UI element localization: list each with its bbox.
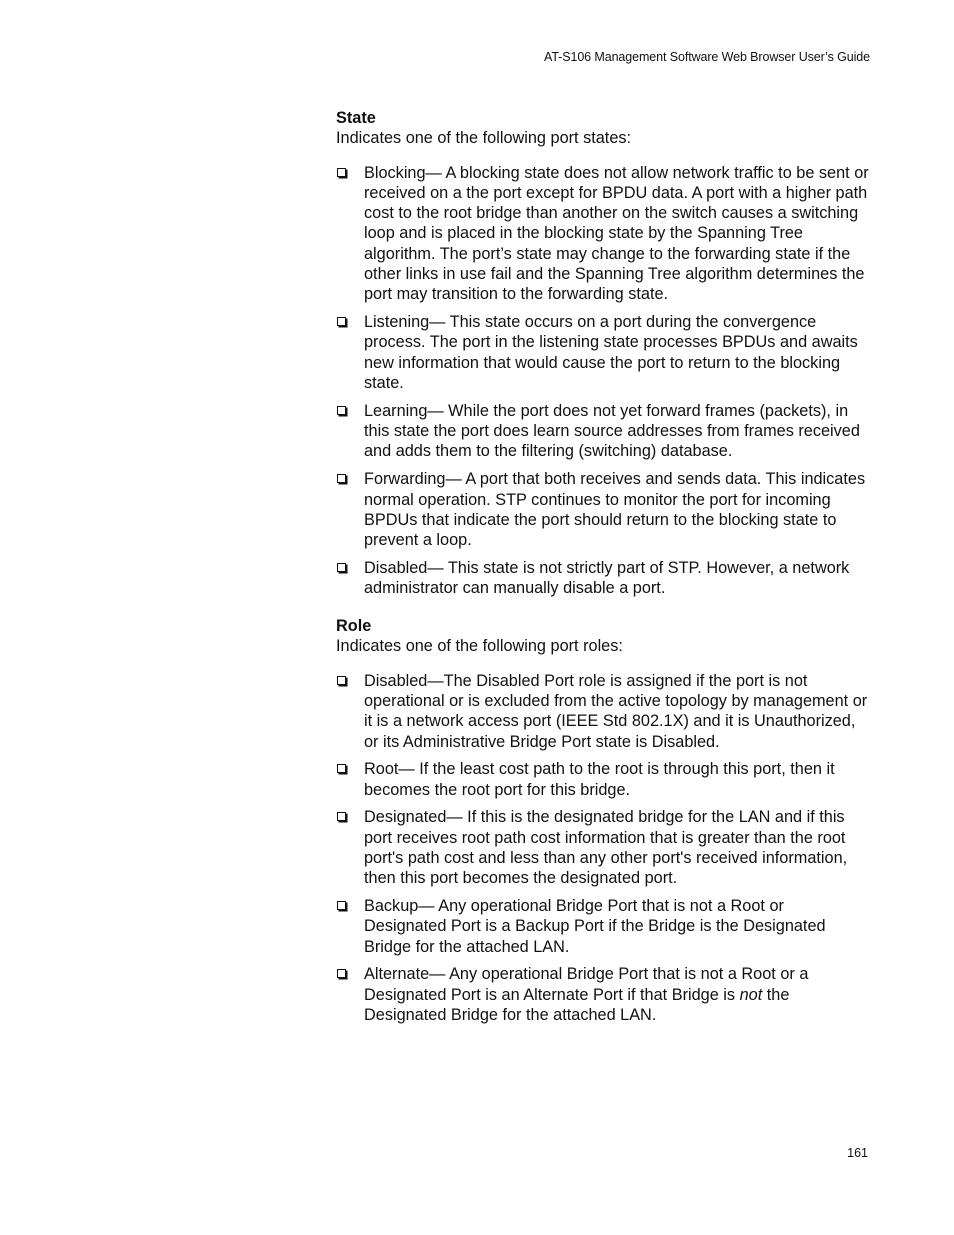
list-item-text: Disabled—The Disabled Port role is assigned if the port is not operational or is excluded from the active topology by management or it is a network access port (IEEE Std 802.1X) and it is Unauthorized, or its Administrative Bridge Port state is Disabled. xyxy=(364,671,868,751)
checkbox-bullet-icon xyxy=(337,676,346,685)
state-heading: State xyxy=(336,109,376,127)
list-item-text: Blocking— A blocking state does not allow network traffic to be sent or received on a the port except for BPDU data. A port with a higher path cost to the root bridge than another on the switch causes a switching loop and is placed in the blocking state by the Spanning Tree algorithm. The port’s state may change to the forwarding state if the other links in use fail and the Spanning Tree algorithm determines the port may transition to the forwarding state. xyxy=(364,163,869,304)
list-item-text: Designated— If this is the designated bridge for the LAN and if this port receives root path cost information that is greater than the root port's path cost and less than any other port's received information, then this port becomes the designated port. xyxy=(364,808,848,888)
list-item xyxy=(336,964,870,1025)
list-item xyxy=(336,807,870,888)
checkbox-bullet-icon xyxy=(337,317,346,326)
running-header: AT-S106 Management Software Web Browser User’s Guide xyxy=(544,50,870,64)
list-item xyxy=(336,401,870,462)
checkbox-bullet-icon xyxy=(337,406,346,415)
state-list xyxy=(336,163,870,599)
list-item xyxy=(336,558,870,599)
role-intro: Indicates one of the following port roles: xyxy=(336,637,623,656)
list-item xyxy=(336,896,870,957)
list-item-text: Disabled— This state is not strictly part of STP. However, a network administrator can manually disable a port. xyxy=(364,558,850,598)
page-content xyxy=(336,108,870,1033)
list-item xyxy=(336,312,870,393)
list-item-text: Learning— While the port does not yet forward frames (packets), in this state the port does learn source addresses from frames received and adds them to the filtering (switching) database. xyxy=(364,401,860,461)
section-spacer xyxy=(336,606,870,616)
checkbox-bullet-icon xyxy=(337,969,346,978)
checkbox-bullet-icon xyxy=(337,563,346,572)
list-item xyxy=(336,163,870,305)
checkbox-bullet-icon xyxy=(337,168,346,177)
list-item xyxy=(336,469,870,550)
checkbox-bullet-icon xyxy=(337,474,346,483)
alternate-text-after: the Designated Bridge for the attached LAN. xyxy=(364,985,790,1025)
list-item-text: Backup— Any operational Bridge Port that is not a Root or Designated Port is a Backup Port if the Bridge is the Designated Bridge for the attached LAN. xyxy=(364,897,826,956)
role-list xyxy=(336,671,870,1026)
list-item-text: Root— If the least cost path to the root is through this port, then it becomes the root port for this bridge. xyxy=(364,760,835,799)
checkbox-bullet-icon xyxy=(337,764,346,773)
checkbox-bullet-icon xyxy=(337,812,346,821)
list-item xyxy=(336,759,870,800)
state-intro: Indicates one of the following port states: xyxy=(336,129,632,148)
role-heading: Role xyxy=(336,617,372,636)
checkbox-bullet-icon xyxy=(337,901,346,910)
list-item-text: Listening— This state occurs on a port during the convergence process. The port in the listening state processes BPDUs and awaits new information that would cause the port to return to the blocking state. xyxy=(364,313,858,393)
page-number: 161 xyxy=(847,1146,868,1160)
list-item xyxy=(336,671,870,752)
alternate-emphasis: not xyxy=(739,985,763,1004)
list-item-text: Forwarding— A port that both receives and sends data. This indicates normal operation. STP continues to monitor the port for incoming BPDUs that indicate the port should return to the blocking state to prevent a loop. xyxy=(364,470,866,550)
alternate-text-before: Alternate— Any operational Bridge Port that is not a Root or a Designated Port is an Alternate Port if that Bridge is xyxy=(364,965,809,1004)
